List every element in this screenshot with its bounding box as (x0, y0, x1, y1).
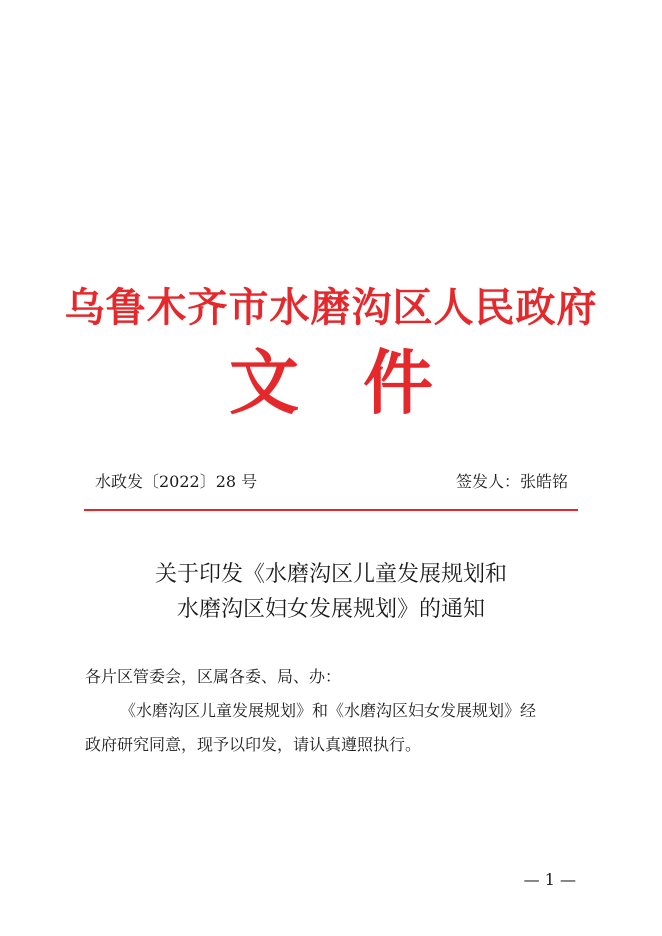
notice-title-line-1: 关于印发《水磨沟区儿童发展规划和 (154, 562, 507, 587)
body-paragraph-line-2: 政府研究同意，现予以印发，请认真遵照执行。 (85, 735, 422, 754)
document-number: 水政发〔2022〕28 号 (95, 472, 258, 491)
document-kind-heading: 文件 (229, 342, 497, 424)
salutation: 各片区管委会，区属各委、局、办： (85, 667, 342, 686)
signer-label: 签发人：张皓铭 (455, 472, 568, 491)
body-paragraph-line-1: 《水磨沟区儿童发展规划》和《水磨沟区妇女发展规划》经 (120, 701, 537, 720)
issuer-heading: 乌鲁木齐市水磨沟区人民政府 (64, 285, 598, 331)
page-number: — 1 — (523, 870, 576, 889)
notice-title-line-2: 水磨沟区妇女发展规划》的通知 (176, 597, 485, 622)
red-separator-line (84, 509, 578, 511)
